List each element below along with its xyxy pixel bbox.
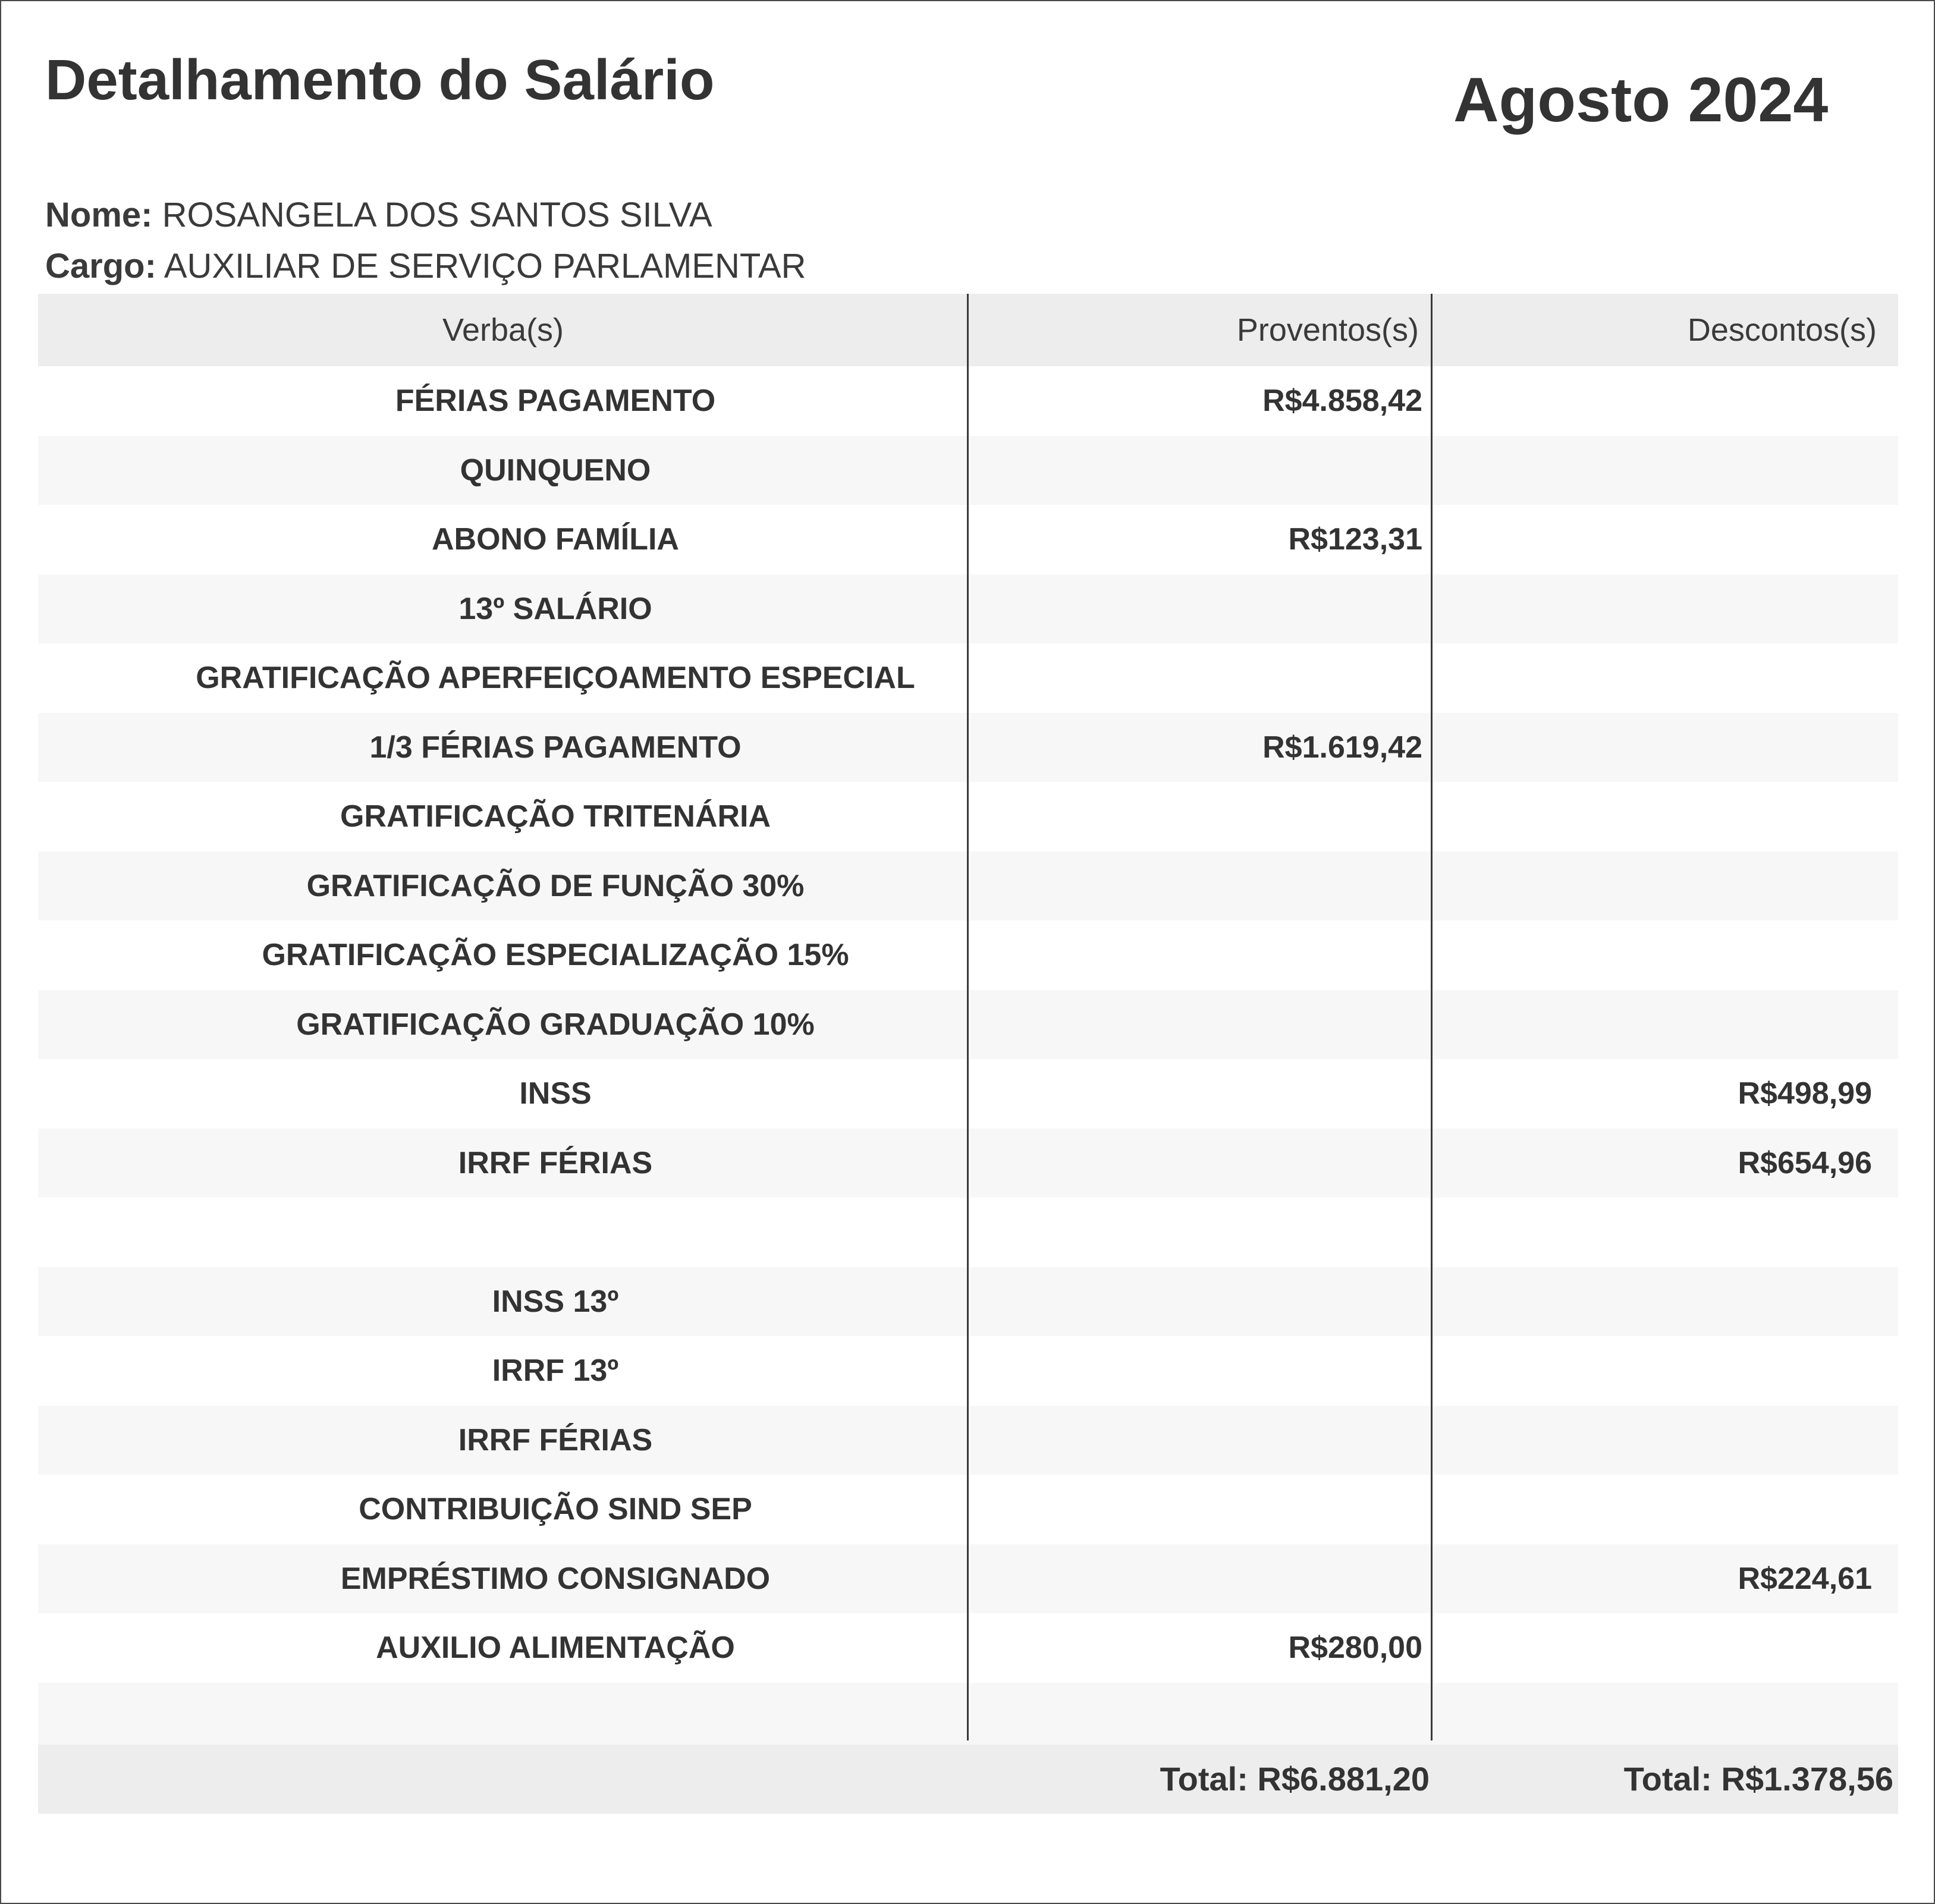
cell-descontos xyxy=(1444,1683,1898,1752)
cell-descontos xyxy=(1444,1613,1898,1683)
cell-descontos xyxy=(1444,782,1898,852)
employee-role: AUXILIAR DE SERVIÇO PARLAMENTAR xyxy=(164,247,806,285)
cell-verba: GRATIFICAÇÃO DE FUNÇÃO 30% xyxy=(306,868,805,903)
employee-name-line xyxy=(45,195,712,235)
cell-verba: 1/3 FÉRIAS PAGAMENTO xyxy=(369,730,742,765)
cell-verba: GRATIFICAÇÃO GRADUAÇÃO 10% xyxy=(296,1007,815,1042)
column-header-proventos: Proventos(s) xyxy=(1236,312,1419,348)
cell-verba: 13º SALÁRIO xyxy=(458,591,652,626)
cell-proventos xyxy=(968,1683,1444,1752)
cell-verba: INSS xyxy=(519,1076,592,1111)
cell-descontos: R$498,99 xyxy=(1738,1076,1872,1111)
cell-proventos xyxy=(968,1406,1444,1475)
cell-verba: CONTRIBUIÇÃO SIND SEP xyxy=(359,1492,752,1526)
cell-proventos xyxy=(968,1336,1444,1406)
cell-descontos xyxy=(1444,366,1898,436)
cell-proventos xyxy=(968,436,1444,505)
cell-proventos: R$280,00 xyxy=(1288,1630,1422,1665)
employee-role-line xyxy=(45,246,806,286)
name-label: Nome: xyxy=(45,196,153,234)
cell-proventos xyxy=(968,643,1444,713)
cell-proventos xyxy=(968,1267,1444,1337)
column-header-verba: Verba(s) xyxy=(442,312,564,348)
totals-row xyxy=(38,1745,1898,1814)
total-descontos: Total: R$1.378,56 xyxy=(1623,1760,1893,1798)
cell-verba xyxy=(38,1198,1073,1267)
cell-descontos xyxy=(1444,990,1898,1060)
cell-verba: IRRF 13º xyxy=(492,1353,619,1388)
cell-descontos xyxy=(1444,1475,1898,1544)
cell-descontos xyxy=(1444,713,1898,783)
cell-descontos: R$654,96 xyxy=(1738,1145,1872,1180)
cell-proventos: R$1.619,42 xyxy=(1262,730,1422,765)
cell-verba: IRRF FÉRIAS xyxy=(458,1145,653,1180)
cell-proventos xyxy=(968,574,1444,644)
cell-proventos xyxy=(968,1544,1444,1614)
role-label: Cargo: xyxy=(45,247,156,285)
cell-verba: AUXILIO ALIMENTAÇÃO xyxy=(376,1630,735,1665)
cell-proventos xyxy=(968,1198,1444,1267)
column-divider xyxy=(1431,294,1433,1740)
cell-descontos xyxy=(1444,436,1898,505)
cell-descontos xyxy=(1444,1336,1898,1406)
cell-descontos xyxy=(1444,1406,1898,1475)
cell-proventos xyxy=(968,1475,1444,1544)
cell-verba: QUINQUENO xyxy=(460,453,651,488)
cell-verba: IRRF FÉRIAS xyxy=(458,1422,653,1457)
cell-verba: EMPRÉSTIMO CONSIGNADO xyxy=(340,1561,771,1596)
cell-proventos xyxy=(968,1059,1444,1129)
cell-proventos: R$4.858,42 xyxy=(1262,384,1422,418)
cell-proventos xyxy=(968,1129,1444,1198)
reference-month: Agosto 2024 xyxy=(1453,65,1829,135)
cell-verba: GRATIFICAÇÃO TRITENÁRIA xyxy=(340,799,771,834)
cell-descontos xyxy=(1444,1267,1898,1337)
column-divider xyxy=(967,294,969,1740)
cell-proventos xyxy=(968,990,1444,1060)
cell-descontos xyxy=(1444,643,1898,713)
cell-verba: GRATIFICAÇÃO APERFEIÇOAMENTO ESPECIAL xyxy=(196,661,915,695)
cell-descontos xyxy=(1444,505,1898,574)
cell-descontos xyxy=(1444,920,1898,990)
cell-proventos xyxy=(968,920,1444,990)
column-header-descontos: Descontos(s) xyxy=(1687,312,1877,348)
cell-verba: FÉRIAS PAGAMENTO xyxy=(395,384,716,418)
employee-name: ROSANGELA DOS SANTOS SILVA xyxy=(162,196,712,234)
cell-verba: ABONO FAMÍLIA xyxy=(432,522,679,557)
total-proventos: Total: R$6.881,20 xyxy=(1160,1760,1430,1798)
cell-descontos xyxy=(1444,852,1898,921)
cell-verba: GRATIFICAÇÃO ESPECIALIZAÇÃO 15% xyxy=(262,938,849,972)
cell-descontos xyxy=(1444,1198,1898,1267)
cell-proventos: R$123,31 xyxy=(1288,522,1422,557)
cell-descontos: R$224,61 xyxy=(1738,1561,1872,1596)
page-title: Detalhamento do Salário xyxy=(45,48,715,112)
cell-verba: INSS 13º xyxy=(492,1284,619,1319)
cell-proventos xyxy=(968,782,1444,852)
cell-proventos xyxy=(968,852,1444,921)
cell-descontos xyxy=(1444,574,1898,644)
cell-verba xyxy=(38,1683,1073,1752)
